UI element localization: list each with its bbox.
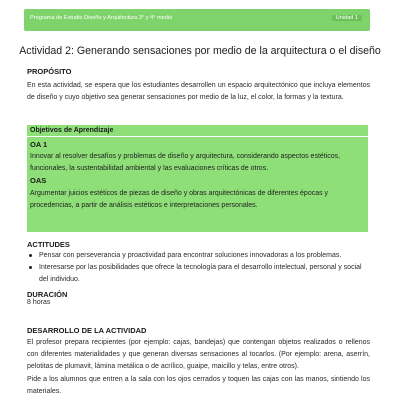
objectives-divider	[27, 136, 368, 137]
oa1-heading: OA 1	[30, 140, 48, 149]
actitudes-heading: ACTITUDES	[27, 240, 70, 249]
desarrollo-paragraph-1: El profesor prepara recipientes (por ejemplo: cajas, bandejas) que contengan objetos realizados o rellenos con diferentes materialidades y que generan diversas sensaciones al tocarlos. (Por ejemplo: arena, aserrín, pelotitas de plumavit, lámina metálica o de acrílico, guaipe, maicillo y telas, entre otros).	[27, 339, 370, 370]
desarrollo-heading: DESARROLLO DE LA ACTIVIDAD	[27, 326, 147, 335]
proposito-heading: PROPÓSITO	[27, 67, 72, 76]
proposito-text: En esta actividad, se espera que los estudiantes desarrollen un espacio arquitectónico que incluya elementos de diseño y cuyo objetivo sea generar sensaciones por medio de la luz, el color, la formas y la textura.	[27, 82, 370, 101]
oa1-text: Innovar al resolver desafíos y problemas de diseño y arquitectura, considerando aspectos estéticos, funcionales, la sustentabilidad ambiental y las evaluaciones críticas de otros.	[30, 153, 341, 172]
objectives-heading: Objetivos de Aprendizaje	[30, 127, 114, 134]
list-item	[27, 262, 372, 286]
duracion-heading: DURACIÓN	[27, 290, 68, 299]
list-item	[27, 250, 372, 262]
program-title: Programa de Estudio Diseño y Arquitectura 3° y 4° medio	[30, 15, 173, 21]
bullet-icon	[29, 254, 32, 257]
header-bar	[24, 9, 370, 31]
bullet-icon	[29, 266, 32, 269]
actitudes-list	[27, 250, 372, 286]
duracion-value: 8 horas	[27, 299, 51, 306]
oas-text: Argumentar juicios estéticos de piezas de diseño y obras arquitectónicas de diferentes épocas y procedencias, a partir de análisis estéticos e interpretaciones personales.	[30, 190, 329, 209]
activity-title: Actividad 2: Generando sensaciones por medio de la arquitectura o el diseño	[19, 45, 381, 57]
desarrollo-paragraph-2: Pide a los alumnos que entren a la sala con los ojos cerrados y toquen las cajas con las manos, sintiendo los materiales.	[27, 376, 370, 395]
objectives-box	[27, 125, 368, 232]
unit-label: Unidad 1	[332, 15, 362, 21]
actitud-text: Pensar con perseverancia y proactividad para encontrar soluciones innovadoras a los problemas.	[39, 252, 342, 259]
actitud-text: Interesarse por las posibilidades que ofrece la tecnología para el desarrollo intelectual, personal y social del individuo.	[39, 264, 362, 283]
oas-heading: OAS	[30, 176, 47, 185]
